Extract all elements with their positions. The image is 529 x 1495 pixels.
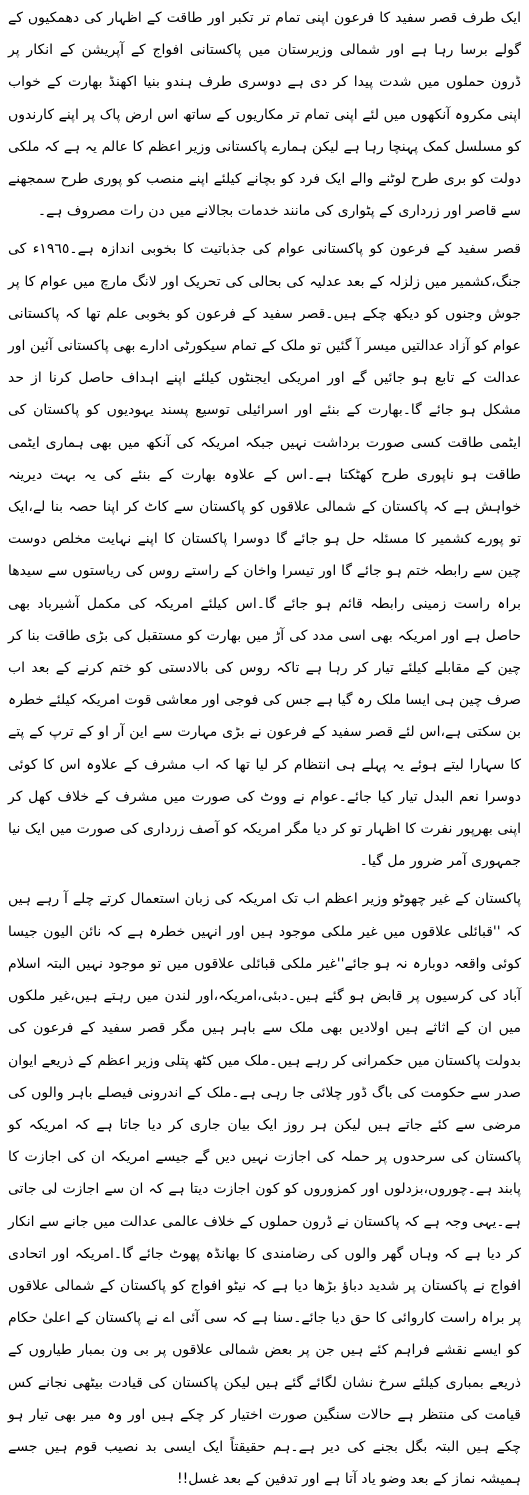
article-paragraph-3: پاکستان کے غیر چھوٹو وزیر اعظم اب تک امریکہ کی زبان استعمال کرتے چلے آ رہے ہیں کہ ''قبائلی علاقوں میں غیر ملکی موجود ہیں اور انہیں خطرہ ہے کہ نائن الیون جیسا کوئی واقعہ دوبارہ نہ ہو جائے''غیر ملکی قبائلی علاقوں میں تو موجود نہیں البتہ اسلام آباد کی کرسیوں پر قابض ہو گئے ہیں۔دبئی،امریکہ،اور لندن میں رہتے ہیں،غیر ملکوں میں ان کے اثاثے ہیں اولادیں بھی ملک سے باہر ہیں مگر قصر سفید کے فرعون کی بدولت پاکستان میں حکمرانی کر رہے ہیں۔ملک میں کٹھ پتلی وزیر اعظم کے ذریعے ایوان صدر سے حکومت کی باگ ڈور چلائی جا رہی ہے۔ملک کے اندرونی فیصلے باہر والوں کی مرضی سے کئے جاتے ہیں لیکن ہر روز ایک بیان جاری کر دیا جاتا ہے کہ امریکہ کو پاکستان کی سرحدوں پر حملہ کی اجازت نہیں دیں گے جیسے امریکہ ان کی اجازت کا پابند ہے۔چوروں،بزدلوں اور کمزوروں کو کون اجازت دیتا ہے کہ ان سے اجازت لی جاتی ہے۔یہی وجہ ہے کہ پاکستان نے ڈرون حملوں کے خلاف عالمی عدالت میں جانے سے انکار کر دیا ہے کہ وہاں گھر والوں کی رضامندی کا بھانڈہ پھوٹ جائے گا۔امریکہ اور اتحادی افواج نے پاکستان پر شدید دباؤ بڑھا دیا ہے کہ نیٹو افواج کو پاکستان کے شمالی علاقوں پر براہ راست کاروائی کا حق دیا جائے۔سنا ہے کہ سی آئی اے نے پاکستان کے اعلیٰ حکام کو ایسے نقشے فراہم کئے ہیں جن پر بعض شمالی علاقوں پر بی ون بمبار طیاروں کے ذریعے بمباری کیلئے سرخ نشان لگائے گئے ہیں لیکن پاکستان کی قیادت بیٹھی نجانے کس قیامت کی منتظر ہے حالات سنگین صورت اختیار کر چکے ہیں اور وہ میر بھی تیار ہو چکے ہیں البتہ بگل بجنے کی دیر ہے۔ہم حقیقتاً ایک ایسی بد نصیب قوم ہیں جسے ہمیشہ نماز کے بعد وضو یاد آتا ہے اور تدفین کے بعد غسل!! [8, 891, 521, 1488]
article-paragraph-2: قصر سفید کے فرعون کو پاکستانی عوام کی جذباتیت کا بخوبی اندازہ ہے۔١٩٦٥ء کی جنگ،کشمیر میں زلزلہ کے بعد عدلیہ کی بحالی کی تحریک اور لانگ مارچ میں عوام کا پر جوش وجنوں کو دیکھ چکے ہیں۔قصر سفید کے فرعون کو بخوبی علم تھا کہ پاکستانی عوام کو آزاد عدالتیں میسر آ گئیں تو ملک کے تمام سیکورٹی ادارے بھی پاکستانی آئین اور عدالت کے تابع ہو جائیں گے اور امریکی ایجنٹوں کیلئے اپنے اہداف حاصل کرنا از حد مشکل ہو جائے گا۔بھارت کے بنئے اور اسرائیلی توسیع پسند یہودیوں کو پاکستان کی ایٹمی طاقت کسی صورت برداشت نہیں جبکہ امریکہ کی آنکھ میں بھی ہماری ایٹمی طاقت ہو ناپوری طرح کھٹکتا ہے۔اس کے علاوہ بھارت کے بنئے کی یہ بہت دیرینہ خواہش ہے کہ پاکستان کے شمالی علاقوں کو پاکستان سے کاٹ کر اپنا حصہ بنا لے،ایک تو پورے کشمیر کا مسئلہ حل ہو جائے گا دوسرا پاکستان کا اپنے نہایت مخلص دوست چین سے رابطہ ختم ہو جائے گا اور تیسرا واخان کے راستے روس کی ریاستوں سے سیدھا براہ راست زمینی رابطہ قائم ہو جائے گا۔اس کیلئے امریکہ کی مکمل آشیرباد بھی حاصل ہے اور امریکہ بھی اسی مدد کی آڑ میں بھارت کو مستقبل کی بڑی طاقت بنا کر چین کے مقابلے کیلئے تیار کر رہا ہے تاکہ روس کی بالادستی کو ختم کرنے کے بعد اب صرف چین ہی ایسا ملک رہ گیا ہے جس کی فوجی اور معاشی قوت امریکہ کیلئے خطرہ بن سکتی ہے،اس لئے قصر سفید کے فرعون نے بڑی مہارت سے این آر او کے ترپ کے پتے کا سہارا لیتے ہوئے یہ پہلے ہی انتظام کر لیا تھا کہ اب مشرف کے علاوہ اس کا کوئی دوسرا نعم البدل تیار کیا جائے۔عوام نے ووٹ کی صورت میں مشرف کے خلاف کھل کر اپنی بھرپور نفرت کا اظہار تو کر دیا مگر امریکہ کو آصف زرداری کی صورت میں ایک نیا جمہوری آمر ضرور مل گیا۔ [8, 241, 521, 870]
article-paragraph-1: ایک طرف قصر سفید کا فرعون اپنی تمام تر تکبر اور طاقت کے اظہار کی دھمکیوں کے گولے برسا رہا ہے اور شمالی وزیرستان میں پاکستانی افواج کے آپریشن کے انکار پر ڈرون حملوں میں شدت پیدا کر دی ہے دوسری طرف ہندو بنیا اکھنڈ بھارت کے خواب اپنی مکروہ آنکھوں میں لئے اپنی تمام تر مکاریوں کے ساتھ اس ارض پاک پر اپنے کارندوں کو مسلسل کمک پہنچا رہا ہے لیکن ہمارے پاکستانی وزیر اعظم کا عالم یہ ہے کہ ملکی دولت کو بری طرح لوٹنے والے ایک فرد کو بچانے کیلئے اپنے منصب کو پوری طرح سمجھنے سے قاصر اور زرداری کے پٹواری کی مانند خدمات بجالانے میں دن رات مصروف ہے۔ [8, 10, 521, 220]
